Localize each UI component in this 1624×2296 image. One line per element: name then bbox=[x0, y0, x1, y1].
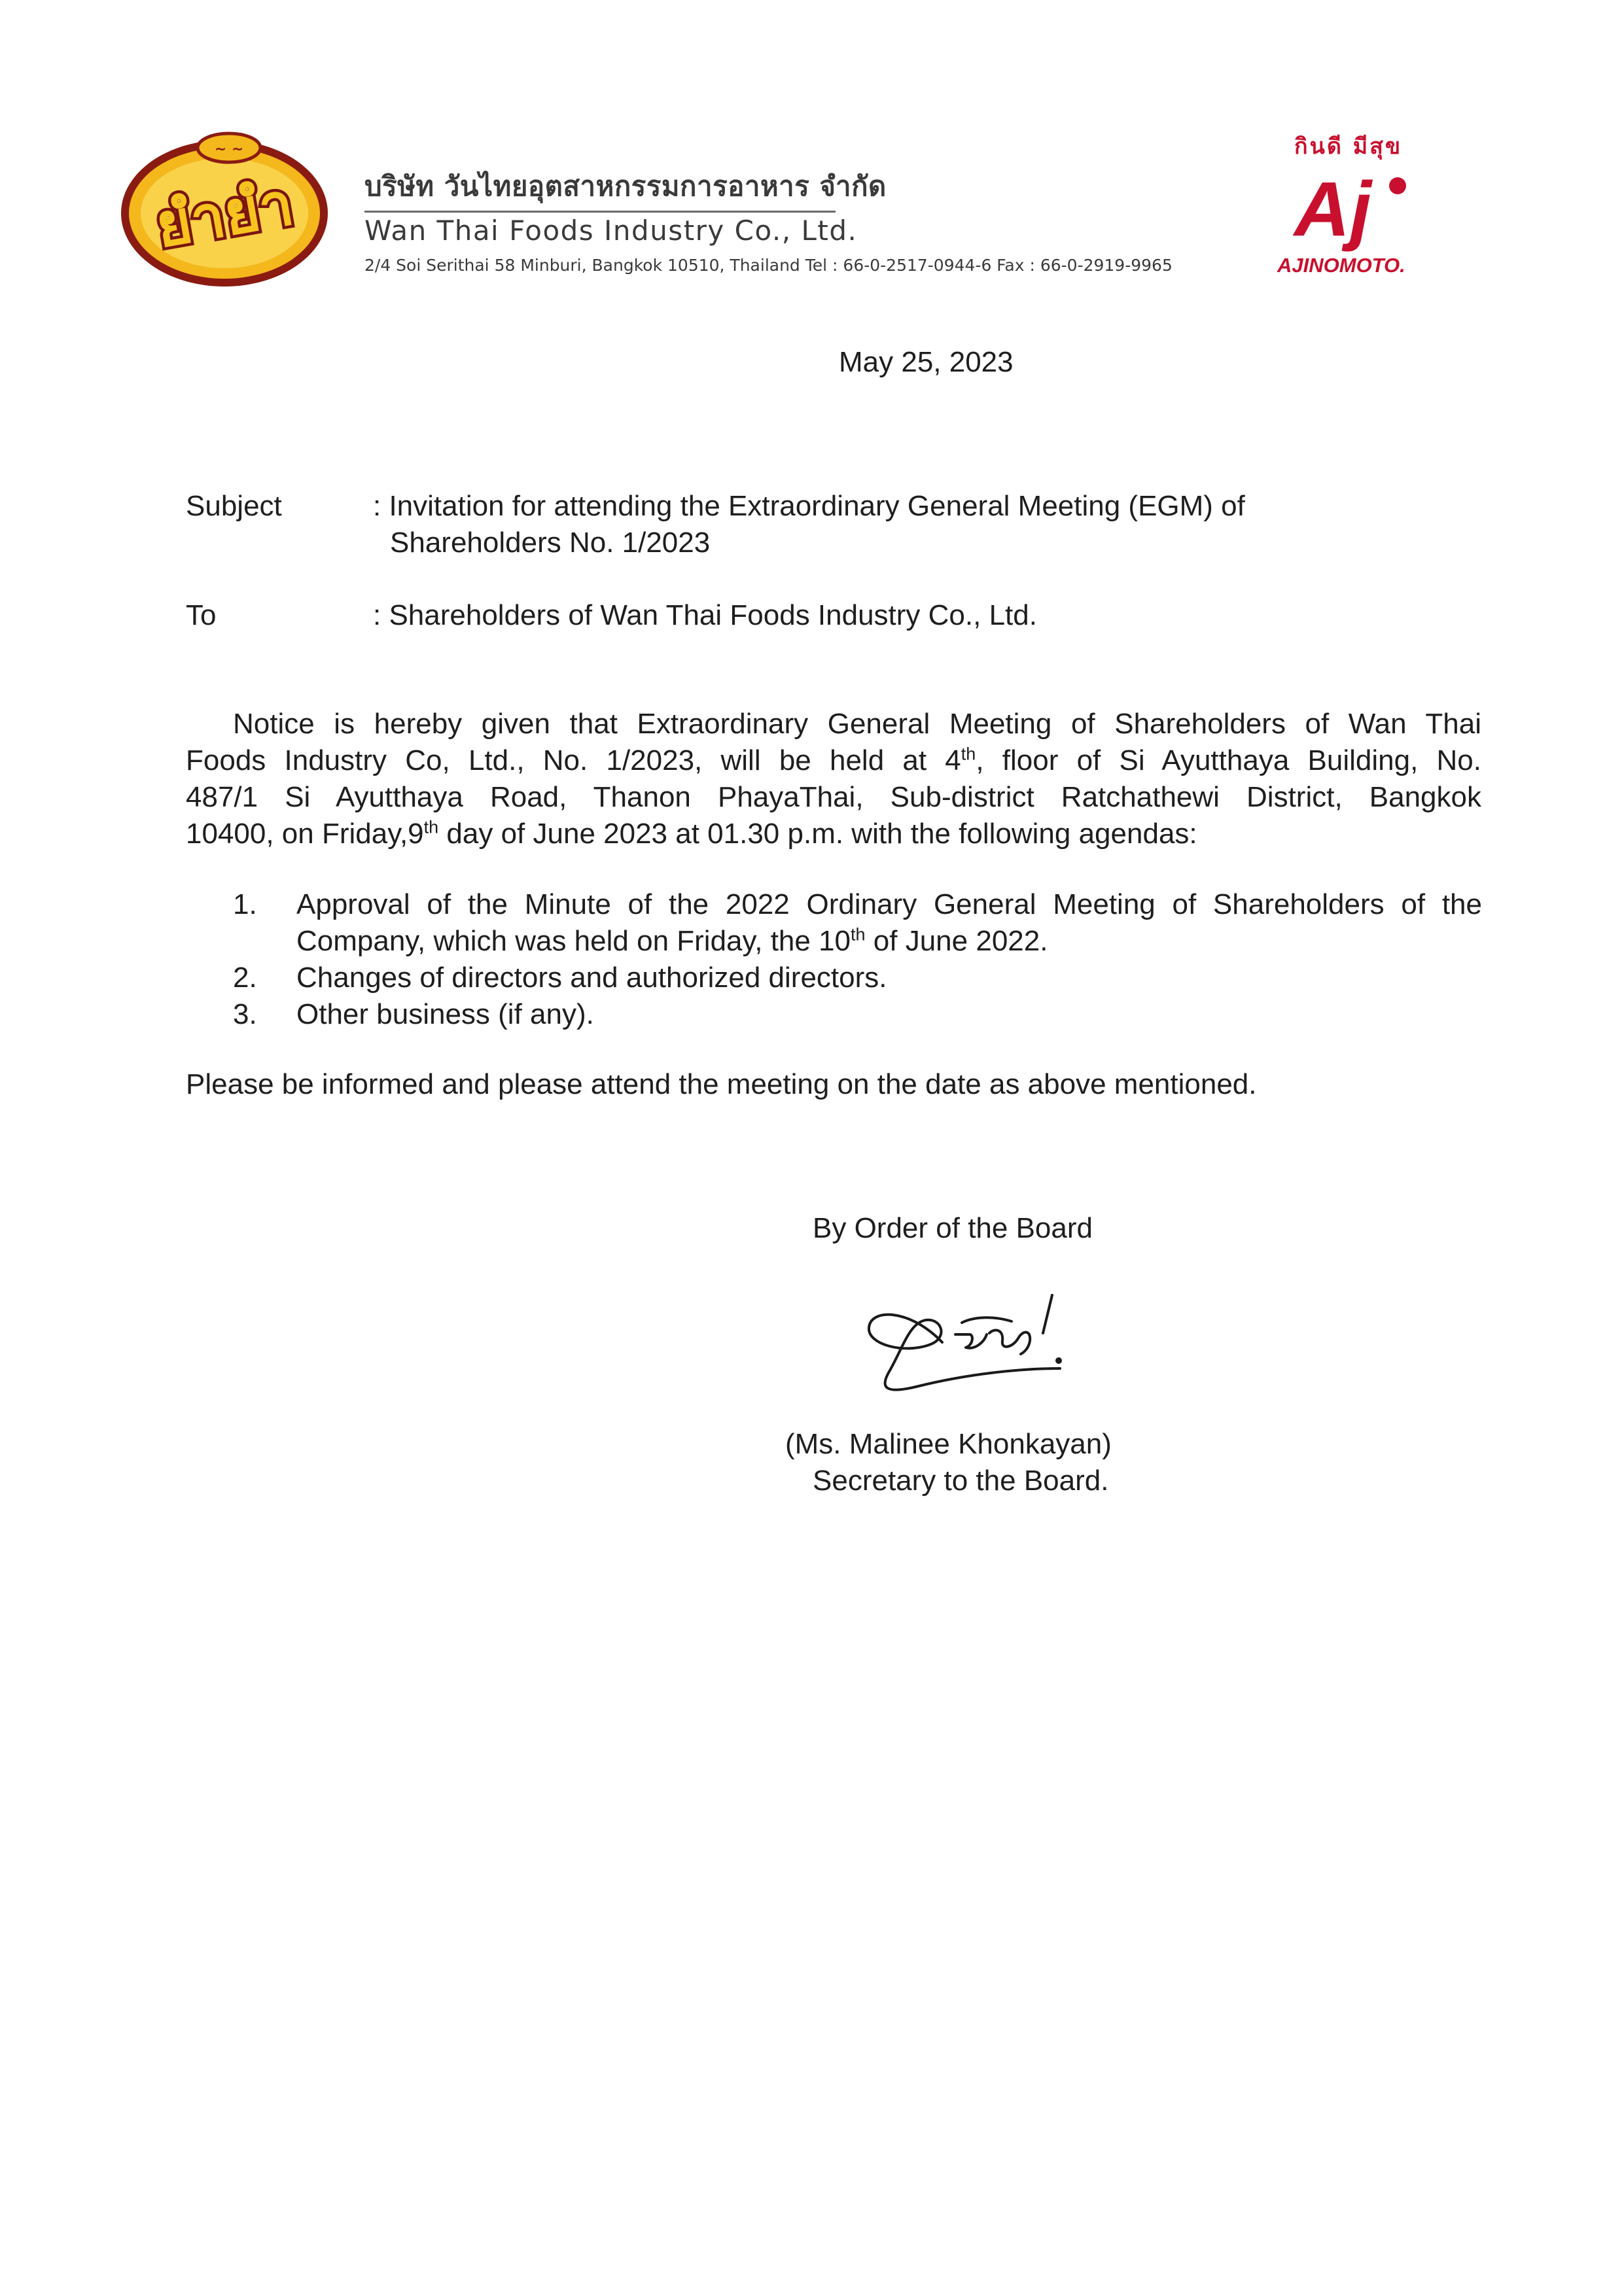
handwritten-signature bbox=[864, 1282, 1080, 1403]
letterhead-divider bbox=[364, 211, 836, 213]
agenda-text: of June 2022. bbox=[865, 925, 1048, 957]
notice-line: 487/1 Si Ayutthaya Road, Thanon PhayaThai, Sub-district Ratchathewi District, Bangkok bbox=[186, 781, 1481, 813]
sign-off: By Order of the Board bbox=[813, 1212, 1093, 1244]
to-recipient: : Shareholders of Wan Thai Foods Industry Co., Ltd. bbox=[373, 599, 1037, 631]
to-label: To bbox=[186, 599, 217, 631]
notice-line: , floor of Si Ayutthaya Building, No. bbox=[976, 744, 1481, 776]
notice-line: day of June 2023 at 01.30 p.m. with the following agendas: bbox=[438, 818, 1197, 850]
company-address: 2/4 Soi Serithai 58 Minburi, Bangkok 10510, Thailand Tel : 66-0-2517-0944-6 Fax : 66-0-2919-9965 bbox=[364, 256, 1173, 275]
ajinomoto-wordmark: AJINOMOTO. bbox=[1277, 254, 1405, 277]
ajinomoto-logo bbox=[1288, 171, 1419, 256]
notice-line: Notice is hereby given that Extraordinary General Meeting of Shareholders of Wan Thai bbox=[233, 708, 1481, 740]
letter-date: May 25, 2023 bbox=[839, 346, 1014, 378]
logo-text: ยำยำ bbox=[150, 168, 299, 262]
signer-title: Secretary to the Board. bbox=[813, 1465, 1109, 1497]
agenda-number: 3. bbox=[233, 998, 257, 1030]
closing-sentence: Please be informed and please attend the meeting on the date as above mentioned. bbox=[186, 1068, 1257, 1100]
notice-paragraph bbox=[186, 706, 1481, 852]
ordinal-suffix: th bbox=[851, 924, 866, 945]
subject-text-continued: Shareholders No. 1/2023 bbox=[390, 527, 711, 559]
yum-yum-logo bbox=[116, 123, 332, 294]
agenda-number: 1. bbox=[233, 888, 257, 920]
agenda-item-continued bbox=[296, 923, 1048, 960]
signer-name: (Ms. Malinee Khonkayan) bbox=[785, 1428, 1112, 1460]
agenda-item: Changes of directors and authorized directors. bbox=[296, 962, 887, 994]
subject-label: Subject bbox=[186, 490, 282, 522]
ordinal-suffix: th bbox=[423, 817, 439, 837]
agenda-item: Other business (if any). bbox=[296, 998, 594, 1030]
agenda-text: Company, which was held on Friday, the 10 bbox=[296, 925, 851, 957]
notice-line: Foods Industry Co, Ltd., No. 1/2023, will be held at 4 bbox=[186, 744, 961, 776]
agenda-item: Approval of the Minute of the 2022 Ordinary General Meeting of Shareholders of the bbox=[296, 888, 1482, 920]
company-name-thai: บริษัท วันไทยอุตสาหกรรมการอาหาร จำกัด bbox=[364, 170, 887, 202]
ordinal-suffix: th bbox=[961, 744, 976, 764]
agenda-number: 2. bbox=[233, 962, 257, 994]
notice-line: 10400, on Friday,9 bbox=[186, 818, 424, 850]
ajinomoto-tagline: กินดี มีสุข bbox=[1294, 133, 1403, 160]
svg-text:~ ~: ~ ~ bbox=[214, 141, 244, 158]
aj-mark: Aj bbox=[1294, 171, 1371, 252]
company-name-english: Wan Thai Foods Industry Co., Ltd. bbox=[364, 215, 858, 247]
subject-text: : Invitation for attending the Extraordinary General Meeting (EGM) of bbox=[373, 490, 1245, 522]
